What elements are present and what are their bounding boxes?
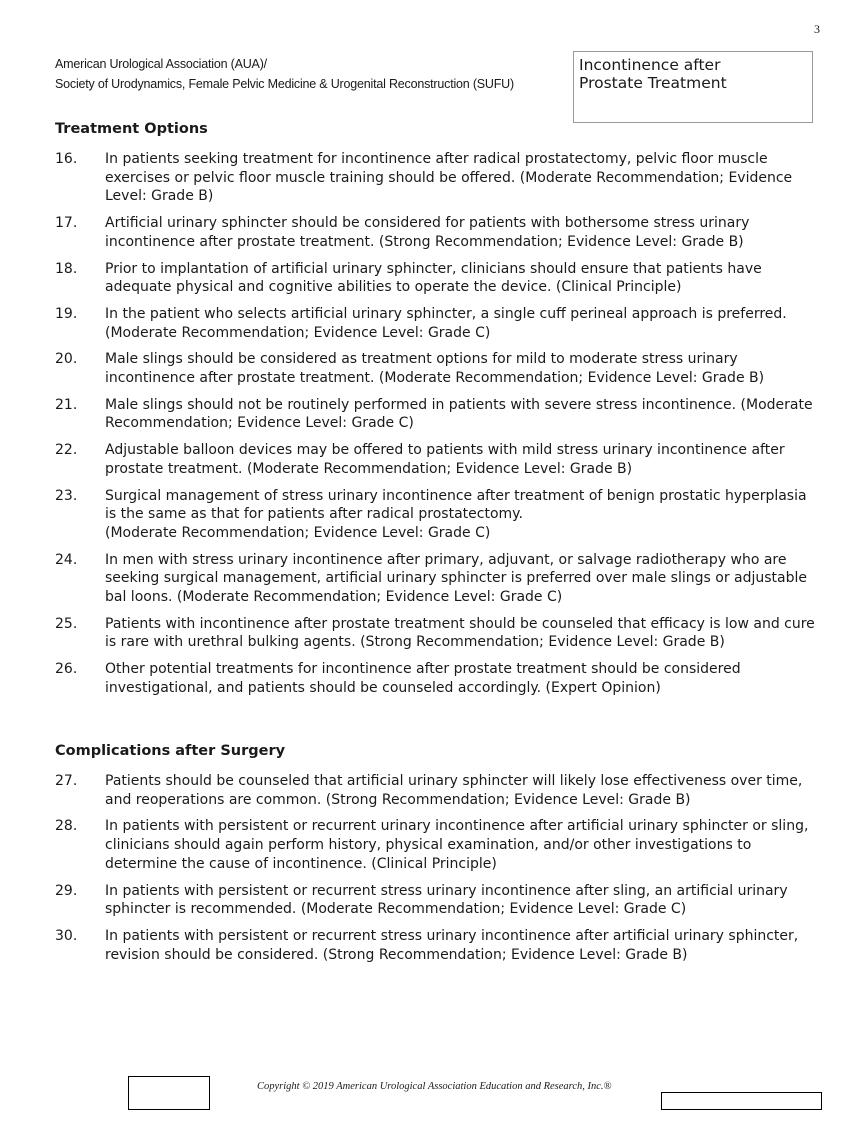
title-line-1: Incontinence after xyxy=(579,56,721,74)
item-number: 29. xyxy=(55,882,78,899)
item-number: 24. xyxy=(55,551,78,568)
document-title-box xyxy=(573,51,813,123)
item-text: Male slings should be considered as treatment options for mild to moderate stress urinary incontinence after prostate treatment. (Moderate Recommendation; Evidence Level: Grade B) xyxy=(105,351,765,387)
footer-box-right xyxy=(661,1092,822,1110)
complications-heading: Complications after Surgery xyxy=(55,743,286,759)
list-item xyxy=(55,260,815,297)
page-number: 3 xyxy=(814,22,820,36)
item-text: Surgical management of stress urinary incontinence after treatment of benign prostatic hyperplasia is the same as that for patients after radical prostatectomy. (Moderate Recommendation; Evidence Level: Grade C) xyxy=(105,487,807,541)
item-text: Other potential treatments for incontinence after prostate treatment should be considered investigational, and patients should be counseled accordingly. (Expert Opinion) xyxy=(105,661,741,696)
item-number: 19. xyxy=(55,305,78,322)
list-item xyxy=(55,615,815,652)
item-number: 27. xyxy=(55,773,78,789)
copyright-notice: Copyright © 2019 American Urological Association Education and Research, Inc.® xyxy=(257,1081,612,1092)
treatment-options-list xyxy=(55,150,815,698)
org-line-1: American Urological Association (AUA)/ xyxy=(55,57,267,71)
item-text: Patients with incontinence after prostate treatment should be counseled that efficacy is low and cure is rare with urethral bulking agents. (Strong Recommendation; Evidence Level: Grade B) xyxy=(105,615,815,651)
list-item xyxy=(55,660,815,697)
item-number: 18. xyxy=(55,260,78,277)
org-line-2: Society of Urodynamics, Female Pelvic Medicine & Urogenital Reconstruction (SUFU) xyxy=(55,77,514,91)
list-item xyxy=(55,487,815,543)
list-item xyxy=(55,927,815,964)
organization-header xyxy=(55,54,514,94)
list-item xyxy=(55,150,815,206)
item-text: Adjustable balloon devices may be offered to patients with mild stress urinary incontinence after prostate treatment. (Moderate Recommendation; Evidence Level: Grade B) xyxy=(105,442,785,477)
item-number: 21. xyxy=(55,396,78,413)
item-text: In the patient who selects artificial urinary sphincter, a single cuff perineal approach is preferred. (Moderate Recommendation; Evidence Level: Grade C) xyxy=(105,305,787,341)
item-number: 26. xyxy=(55,661,78,678)
item-number: 22. xyxy=(55,442,78,459)
item-number: 17. xyxy=(55,215,78,232)
treatment-options-heading: Treatment Options xyxy=(55,121,208,137)
list-item xyxy=(55,772,815,809)
item-text: Prior to implantation of artificial urinary sphincter, clinicians should ensure that patients have adequate physical and cognitive abilities to operate the device. (Clinical Principle) xyxy=(105,260,762,296)
complications-list xyxy=(55,772,815,964)
footer-box-left xyxy=(128,1076,210,1110)
item-text: In patients with persistent or recurrent stress urinary incontinence after artificial urinary sphincter, revision should be considered. (Strong Recommendation; Evidence Level: Grade B) xyxy=(105,927,799,963)
list-item xyxy=(55,441,815,478)
item-number: 20. xyxy=(55,351,78,368)
item-text: In patients with persistent or recurrent urinary incontinence after artificial urinary sphincter or sling, clinicians should again perform history, physical examination, and/or other investigations to determine the cause of incontinence. (Clinical Principle) xyxy=(105,818,809,872)
item-number: 30. xyxy=(55,927,78,944)
item-text: In patients seeking treatment for incontinence after radical prostatectomy, pelvic floor muscle exercises or pelvic floor muscle training should be offered. (Moderate Recommendation; Evidence Level: Grade B) xyxy=(105,151,793,205)
item-number: 23. xyxy=(55,487,78,504)
title-line-2: Prostate Treatment xyxy=(579,74,727,92)
item-number: 25. xyxy=(55,615,78,632)
item-text: In patients with persistent or recurrent stress urinary incontinence after sling, an artificial urinary sphincter is recommended. (Moderate Recommendation; Evidence Level: Grade C) xyxy=(105,882,788,918)
list-item xyxy=(55,305,815,342)
list-item xyxy=(55,882,815,919)
list-item xyxy=(55,817,815,873)
list-item xyxy=(55,396,815,433)
item-number: 28. xyxy=(55,818,78,835)
list-item xyxy=(55,350,815,387)
item-number: 16. xyxy=(55,151,78,167)
item-text: Patients should be counseled that artificial urinary sphincter will likely lose effectiveness over time, and reoperations are common. (Strong Recommendation; Evidence Level: Grade B) xyxy=(105,773,803,808)
list-item xyxy=(55,551,815,607)
item-text: In men with stress urinary incontinence after primary, adjuvant, or salvage radiotherapy who are seeking surgical management, artificial urinary sphincter is preferred over male slings or adjustable bal loons. (Moderate Recommendation; Evidence Level: Grade C) xyxy=(105,551,808,606)
list-item xyxy=(55,214,815,251)
item-text: Artificial urinary sphincter should be considered for patients with bothersome stress urinary incontinence after prostate treatment. (Strong Recommendation; Evidence Level: Grade B) xyxy=(105,215,750,250)
item-text: Male slings should not be routinely performed in patients with severe stress incontinence. (Moderate Recommendation; Evidence Level: Grade C) xyxy=(105,396,813,432)
